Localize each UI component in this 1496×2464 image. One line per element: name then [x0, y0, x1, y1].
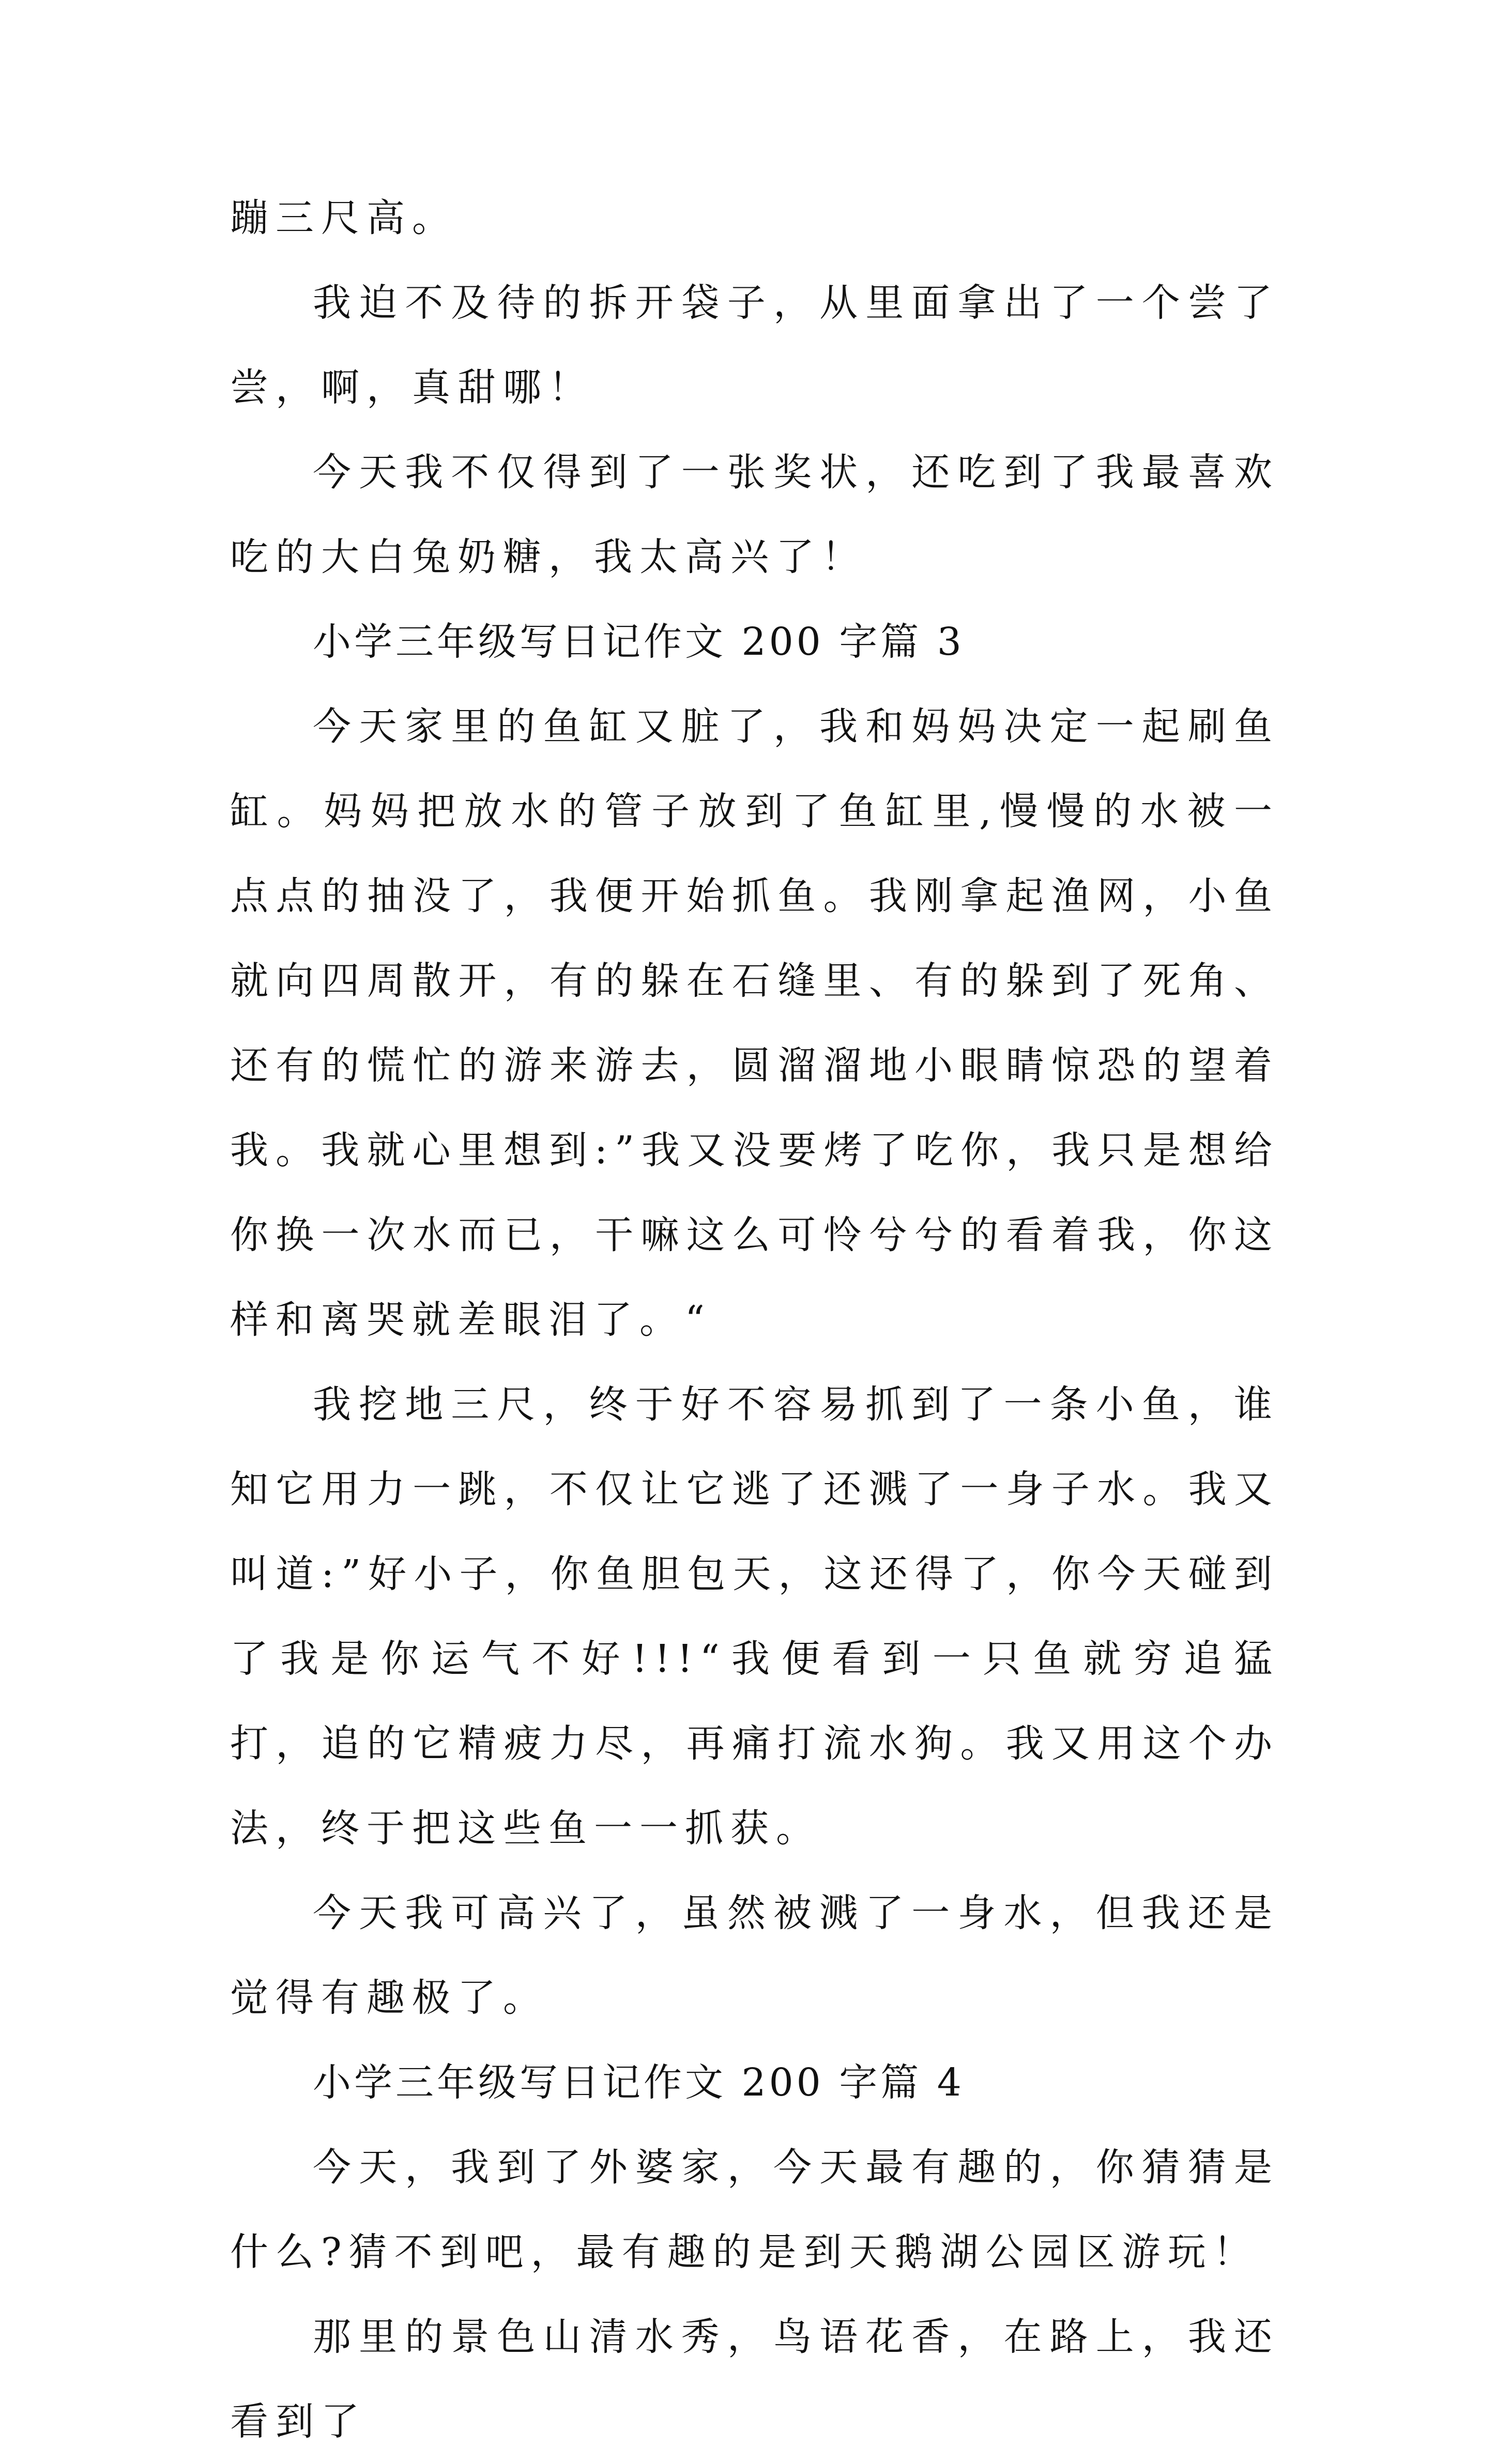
- section-heading: 小学三年级写日记作文 200 字篇 3: [313, 620, 965, 664]
- paragraph-continued: 蹦三尺高。: [230, 196, 457, 240]
- document-body: [230, 176, 1279, 2464]
- paragraph: 我迫不及待的拆开袋子，从里面拿出了一个尝了尝，啊，真甜哪！: [230, 281, 1279, 410]
- paragraph: 那里的景色山清水秀，鸟语花香，在路上，我还看到了: [230, 2315, 1279, 2444]
- paragraph: 我挖地三尺，终于好不容易抓到了一条小鱼，谁知它用力一跳，不仅让它逃了还溅了一身子水。我又叫道:”好小子，你鱼胆包天，这还得了，你今天碰到了我是你运气不好!!!“我便看到一只鱼就穷追猛打，追的它精疲力尽，再痛打流水狗。我又用这个办法，终于把这些鱼一一抓获。: [230, 1382, 1279, 1851]
- paragraph: 今天我可高兴了，虽然被溅了一身水，但我还是觉得有趣极了。: [230, 1891, 1279, 2020]
- paragraph: 今天家里的鱼缸又脏了，我和妈妈决定一起刷鱼缸。妈妈把放水的管子放到了鱼缸里,慢慢的水被一点点的抽没了，我便开始抓鱼。我刚拿起渔网，小鱼就向四周散开，有的躲在石缝里、有的躲到了死角、还有的慌忙的游来游去，圆溜溜地小眼睛惊恐的望着我。我就心里想到:”我又没要烤了吃你，我只是想给你换一次水而已，干嘛这么可怜兮兮的看着我，你这样和离哭就差眼泪了。“: [230, 704, 1279, 1342]
- section-heading: 小学三年级写日记作文 200 字篇 4: [313, 2060, 965, 2105]
- paragraph: 今天，我到了外婆家，今天最有趣的，你猜猜是什么?猜不到吧，最有趣的是到天鹅湖公园区游玩！: [230, 2145, 1279, 2274]
- paragraph: 今天我不仅得到了一张奖状，还吃到了我最喜欢吃的大白兔奶糖，我太高兴了！: [230, 450, 1279, 579]
